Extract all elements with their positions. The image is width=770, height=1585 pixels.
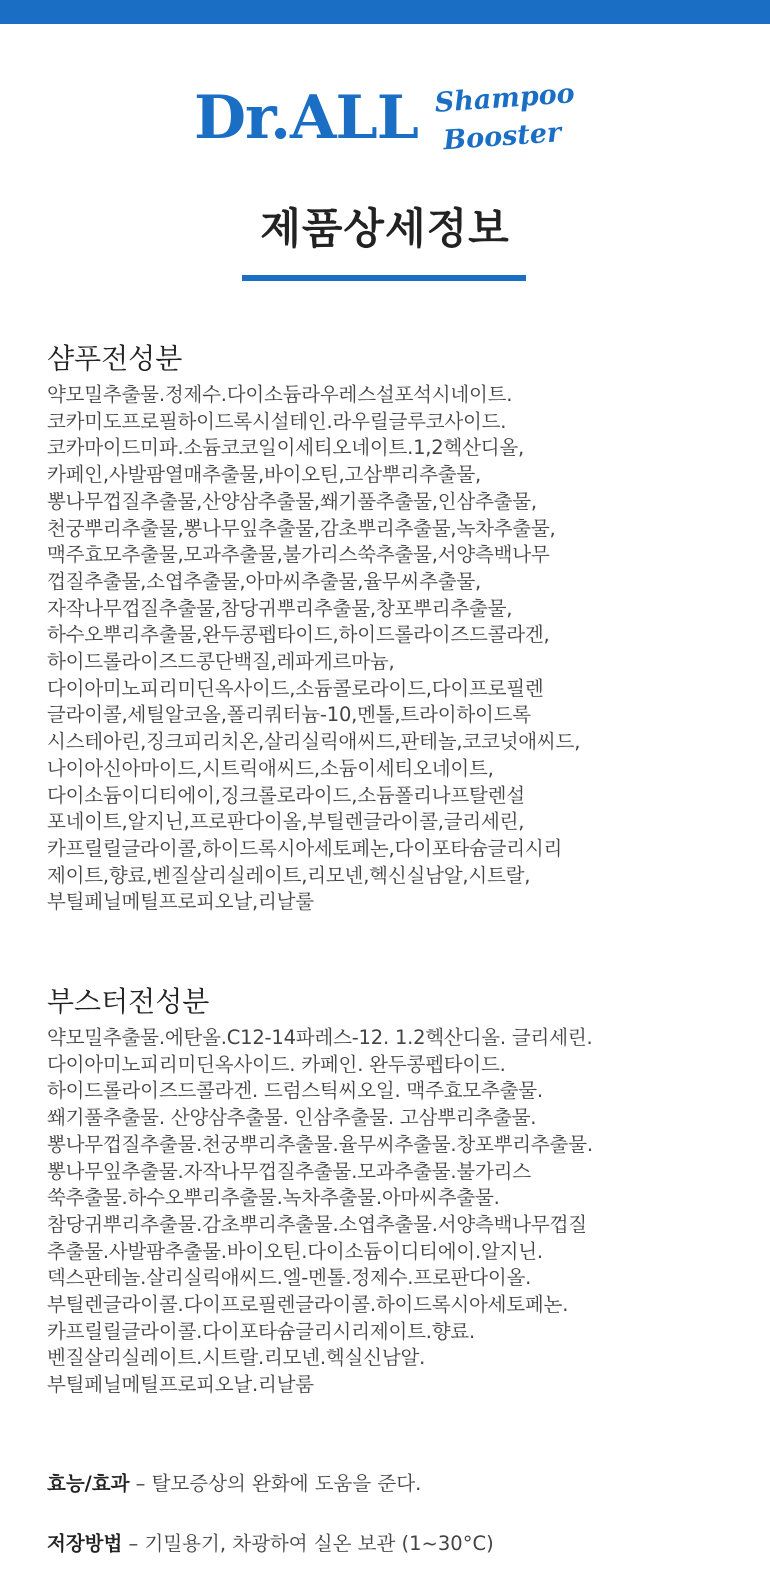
efficacy-label: 효능/효과 <box>47 1472 130 1495</box>
ingredient-line: 뽕나무잎추출물.자작나무껍질추출물.모과추출물.불가리스 <box>47 1159 531 1183</box>
brand-script-line2: Booster <box>442 117 563 157</box>
ingredient-line: 포네이트,알지닌,프로판다이올,부틸렌글라이콜,글리세린, <box>47 810 525 834</box>
ingredient-line: 다이아미노피리미딘옥사이드,소듐콜로라이드,다이프로필렌 <box>47 676 544 700</box>
efficacy-text: – 탈모증상의 완화에 도움을 준다. <box>129 1472 422 1495</box>
ingredient-line: 하이드롤라이즈드콩단백질,레파게르마늄, <box>47 650 395 674</box>
ingredient-line: 카페인,사발팜열매추출물,바이오틴,고삼뿌리추출물, <box>47 463 482 487</box>
ingredient-line: 덱스판테놀.살리실릭애씨드.엘-멘톨.정제수.프로판다이올. <box>47 1266 532 1290</box>
ingredient-line: 쐐기풀추출물. 산양삼추출물. 인삼추출물. 고삼뿌리추출물. <box>47 1106 537 1130</box>
ingredient-line: 천궁뿌리추출물,뽕나무잎추출물,감초뿌리추출물,녹차추출물, <box>47 516 556 540</box>
ingredient-line: 자작나무껍질추출물,참당귀뿌리추출물,창포뿌리추출물, <box>47 596 513 620</box>
top-accent-bar <box>0 0 770 24</box>
ingredient-line: 맥주효모추출물,모과추출물,불가리스쑥추출물,서양측백나무 <box>47 543 550 567</box>
ingredient-line: 코카마이드미파.소듐코코일이세티오네이트.1,2헥산디올, <box>47 436 525 460</box>
ingredient-line: 뽕나무껍질추출물,산양삼추출물,쐐기풀추출물,인삼추출물, <box>47 489 537 513</box>
storage-line <box>47 1528 494 1556</box>
booster-ingredients-heading: 부스터전성분 <box>47 985 210 1018</box>
efficacy-line <box>47 1468 421 1496</box>
brand-script-line1: Shampoo <box>433 78 576 119</box>
storage-text: – 기밀용기, 차광하여 실온 보관 (1~30°C) <box>122 1532 494 1555</box>
ingredient-line: 코카미도프로필하이드록시설테인.라우릴글루코사이드. <box>47 409 507 433</box>
shampoo-ingredients-list <box>47 382 747 916</box>
ingredient-line: 벤질살리실레이트.시트랄.리모넨.헥실신남알. <box>47 1346 426 1370</box>
ingredient-line: 시스테아린,징크피리치온,살리실릭애씨드,판테놀,코코넛애씨드, <box>47 730 581 754</box>
brand-name: Dr.ALL <box>193 83 418 153</box>
storage-label: 저장방법 <box>47 1532 123 1555</box>
ingredient-line: 부틸렌글라이콜.다이프로필렌글라이콜.하이드록시아세토페논. <box>47 1293 569 1317</box>
title-underline <box>242 275 526 281</box>
ingredient-line: 글라이콜,세틸알코올,폴리쿼터늄-10,멘톨,트라이하이드록 <box>47 703 531 727</box>
ingredient-line: 껍질추출물,소엽추출물,아마씨추출물,율무씨추출물, <box>47 569 482 593</box>
ingredient-line: 부틸페닐메틸프로피오날.리날룸 <box>47 1373 314 1397</box>
ingredient-line: 뽕나무껍질추출물.천궁뿌리추출물.율무씨추출물.창포뿌리추출물. <box>47 1132 593 1156</box>
ingredient-line: 약모밀추출물.정제수.다이소듐라우레스설포석시네이트. <box>47 383 513 406</box>
brand-script <box>433 75 578 161</box>
ingredient-line: 다이아미노피리미딘옥사이드. 카페인. 완두콩펩타이드. <box>47 1052 506 1076</box>
ingredient-line: 다이소듐이디티에이,징크롤로라이드,소듐폴리나프탈렌설 <box>47 783 525 807</box>
ingredient-line: 제이트,향료,벤질살리실레이트,리모넨,헥신실남알,시트랄, <box>47 863 531 887</box>
ingredient-line: 하수오뿌리추출물,완두콩펩타이드,하이드롤라이즈드콜라겐, <box>47 623 550 647</box>
ingredient-line: 참당귀뿌리추출물.감초뿌리추출물.소엽추출물.서양측백나무껍질 <box>47 1212 587 1236</box>
ingredient-line: 추출물.사발팜추출물.바이오틴.다이소듐이디티에이.알지닌. <box>47 1239 543 1263</box>
ingredient-line: 하이드롤라이즈드콜라겐. 드럼스틱씨오일. 맥주효모추출물. <box>47 1079 543 1103</box>
shampoo-ingredients-heading: 샴푸전성분 <box>47 342 183 375</box>
ingredient-line: 카프릴릴글라이콜,하이드록시아세토페논,다이포타슘글리시리 <box>47 836 563 860</box>
ingredient-line: 약모밀추출물.에탄올.C12-14파레스-12. 1.2헥산디올. 글리세린. <box>47 1026 593 1049</box>
page-title: 제품상세정보 <box>260 204 510 253</box>
ingredient-line: 쑥추출물.하수오뿌리추출물.녹차추출물.아마씨추출물. <box>47 1186 500 1210</box>
ingredient-line: 나이아신아마이드,시트릭애씨드,소듐이세티오네이트, <box>47 756 494 780</box>
ingredient-line: 부틸페닐메틸프로피오날,리날룰 <box>47 890 314 914</box>
booster-ingredients-list <box>47 1025 747 1399</box>
brand-logo <box>0 80 770 156</box>
ingredient-line: 카프릴릴글라이콜.다이포타슘글리시리제이트.향료. <box>47 1319 476 1343</box>
